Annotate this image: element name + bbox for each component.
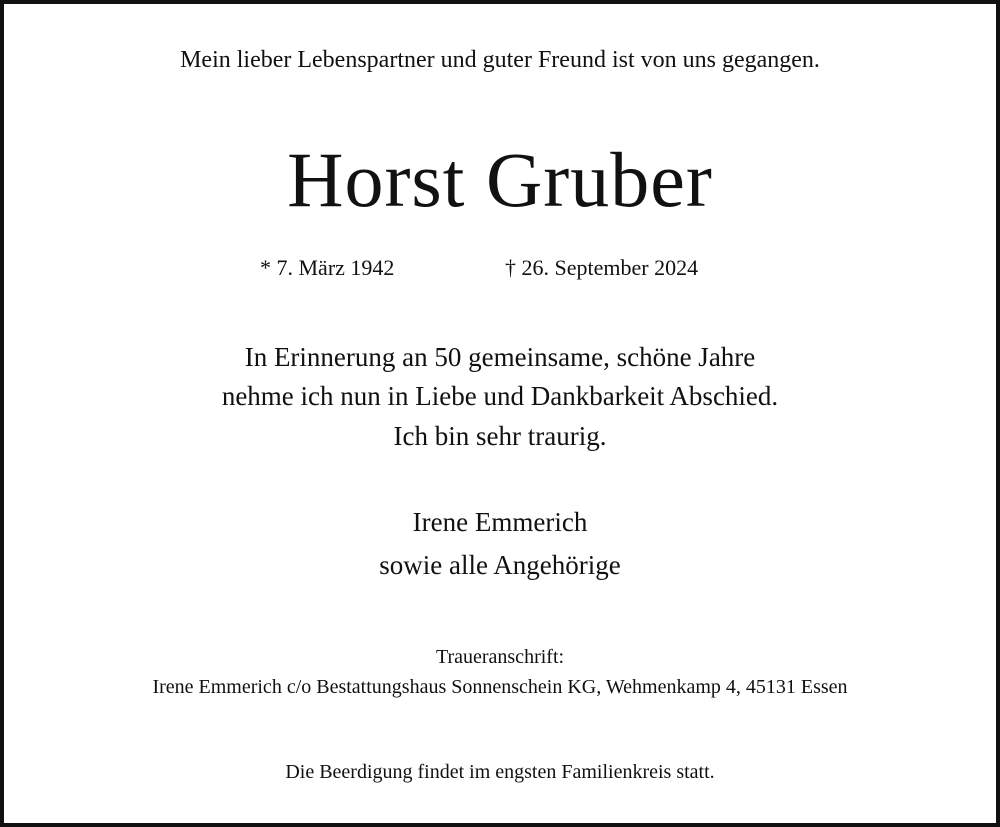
funeral-note: Die Beerdigung findet im engsten Familienkreis statt.: [285, 761, 715, 783]
death-date: † 26. September 2024: [505, 255, 699, 280]
memory-line-3: Ich bin sehr traurig.: [393, 421, 607, 451]
life-dates: [0, 252, 1000, 286]
birth-date: * 7. März 1942: [260, 255, 395, 280]
deceased-name: Horst Gruber: [287, 136, 713, 223]
intro-text: Mein lieber Lebenspartner und guter Freund ist von uns gegangen.: [180, 47, 820, 73]
mourning-address: Irene Emmerich c/o Bestattungshaus Sonnenschein KG, Wehmenkamp 4, 45131 Essen: [152, 676, 848, 698]
memory-line-2: nehme ich nun in Liebe und Dankbarkeit Abschied.: [221, 381, 779, 411]
signer-name: Irene Emmerich: [412, 507, 588, 537]
memory-line-1: In Erinnerung an 50 gemeinsame, schöne Jahre: [244, 342, 756, 372]
signer-relatives: sowie alle Angehörige: [379, 550, 621, 580]
address-label: Traueranschrift:: [435, 646, 565, 668]
